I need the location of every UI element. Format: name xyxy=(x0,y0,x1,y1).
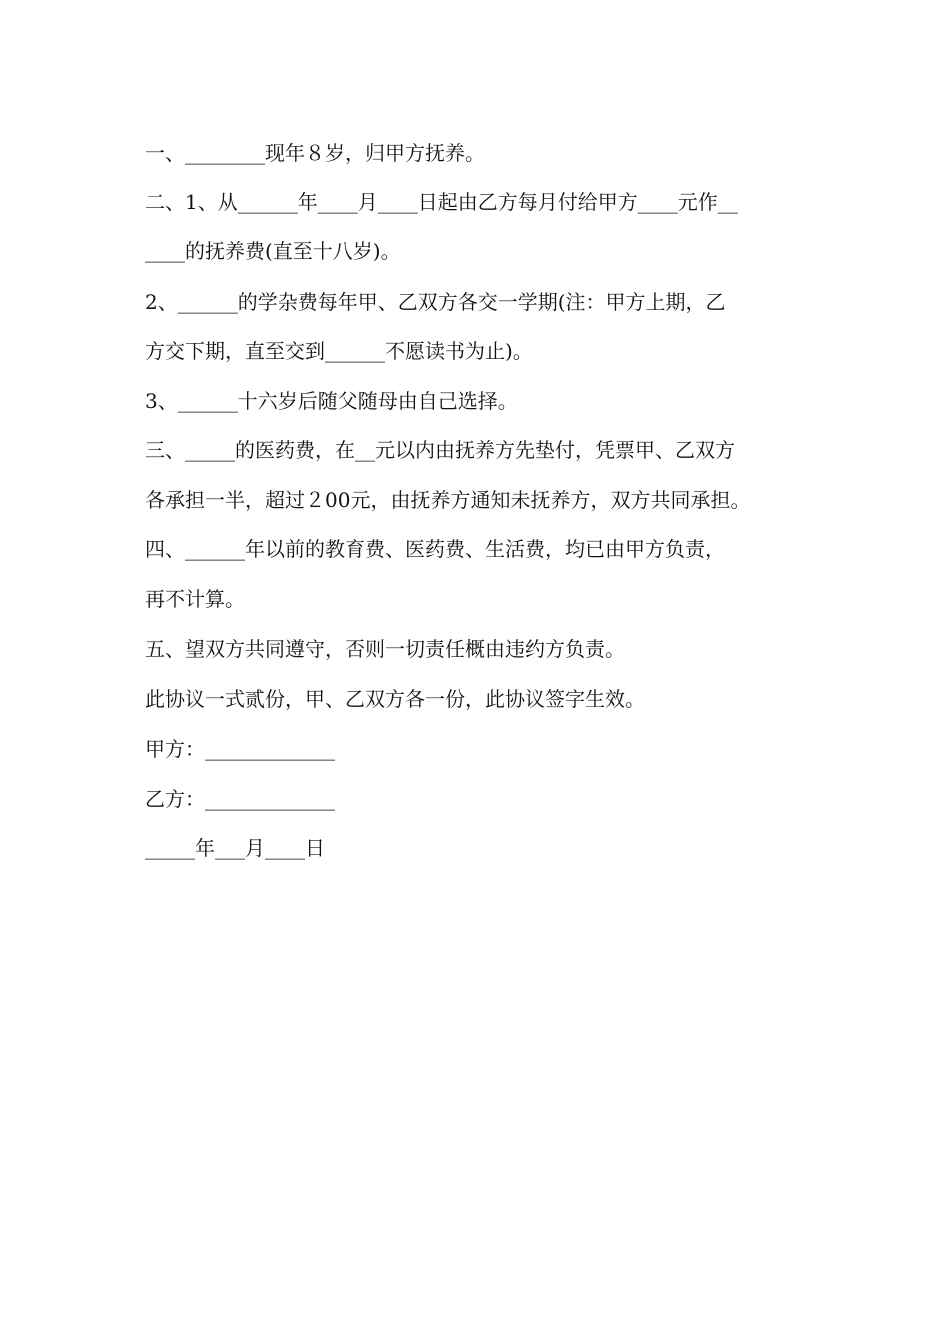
clause-2-3: 3、______十六岁后随父随母由自己选择。 xyxy=(145,389,518,413)
clause-4: 四、______年以前的教育费、医药费、生活费，均已由甲方负责， xyxy=(145,537,725,561)
clause-1: 一、________现年８岁，归甲方抚养。 xyxy=(145,141,485,165)
party-b-signature: 乙方：_____________ xyxy=(145,787,335,811)
clause-3-cont: 各承担一半，超过２00元，由抚养方通知未抚养方，双方共同承担。 xyxy=(145,488,751,512)
party-a-signature: 甲方：_____________ xyxy=(145,737,335,761)
clause-3: 三、_____的医药费，在__元以内由抚养方先垫付，凭票甲、乙双方 xyxy=(145,438,735,462)
clause-2-2: 2、______的学杂费每年甲、乙双方各交一学期(注：甲方上期，乙 xyxy=(145,290,726,314)
clause-4-cont: 再不计算。 xyxy=(145,587,245,611)
clause-2-1-cont: ____的抚养费(直至十八岁)。 xyxy=(145,239,401,263)
clause-2-1: 二、1、从______年____月____日起由乙方每月付给甲方____元作__ xyxy=(145,190,738,214)
agreement-statement: 此协议一式贰份，甲、乙双方各一份，此协议签字生效。 xyxy=(145,687,645,711)
clause-5: 五、望双方共同遵守，否则一切责任概由违约方负责。 xyxy=(145,637,625,661)
date-line: _____年___月____日 xyxy=(145,836,325,860)
clause-2-2-cont: 方交下期，直至交到______不愿读书为止)。 xyxy=(145,339,533,363)
